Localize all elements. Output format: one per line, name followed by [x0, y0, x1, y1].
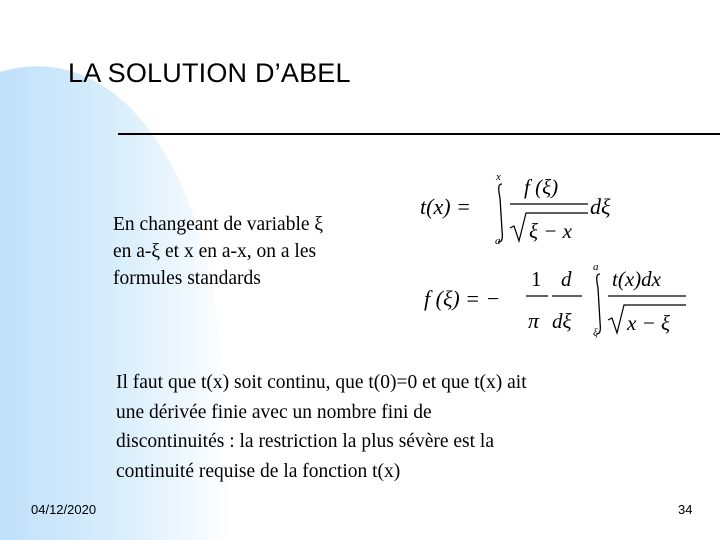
slide-title: LA SOLUTION D’ABEL [68, 58, 351, 88]
page-number: 34 [678, 502, 693, 517]
intro-line: En changeant de variable ξ [113, 214, 324, 235]
integral-sign [498, 184, 502, 242]
eq2-numerator: t(x)dx [612, 267, 661, 291]
abel-equation-2 [424, 258, 694, 348]
condition-note [116, 368, 676, 486]
eq1-upper-limit: x [496, 171, 501, 183]
eq2-lhs: f (ξ) = − [424, 286, 501, 311]
note-line: Il faut que t(x) soit continu, que t(0)=0 et que t(x) ait [116, 372, 527, 393]
eq1-numerator: f (ξ) [524, 175, 559, 199]
title-divider [118, 133, 720, 135]
eq1-lower-limit: a [495, 235, 501, 247]
abel-equation-1 [418, 168, 633, 248]
note-line: une dérivée finie avec un nombre fini de [116, 401, 432, 423]
intro-text [113, 211, 393, 292]
eq2-upper-limit: a [593, 261, 599, 273]
eq2-coef-num: 1 [531, 267, 542, 291]
eq2-deriv-num: d [561, 267, 572, 291]
eq1-lhs: t(x) = [420, 194, 471, 219]
eq2-deriv-den: dξ [552, 309, 572, 333]
eq1-differential: dξ [590, 194, 611, 219]
intro-line: en a-ξ et x en a-x, on a les [113, 241, 317, 262]
eq2-denominator: x − ξ [627, 311, 670, 335]
note-line: continuité requise de la fonction t(x) [116, 460, 401, 482]
intro-line: formules standards [113, 268, 261, 289]
footer-date: 04/12/2020 [31, 502, 97, 517]
eq1-denominator: ξ − x [529, 219, 572, 243]
note-line: discontinuités : la restriction la plus sévère est la [116, 431, 494, 452]
integral-sign [596, 274, 600, 334]
eq2-coef-den: π [528, 308, 540, 333]
eq2-lower-limit: ξ [593, 327, 598, 339]
